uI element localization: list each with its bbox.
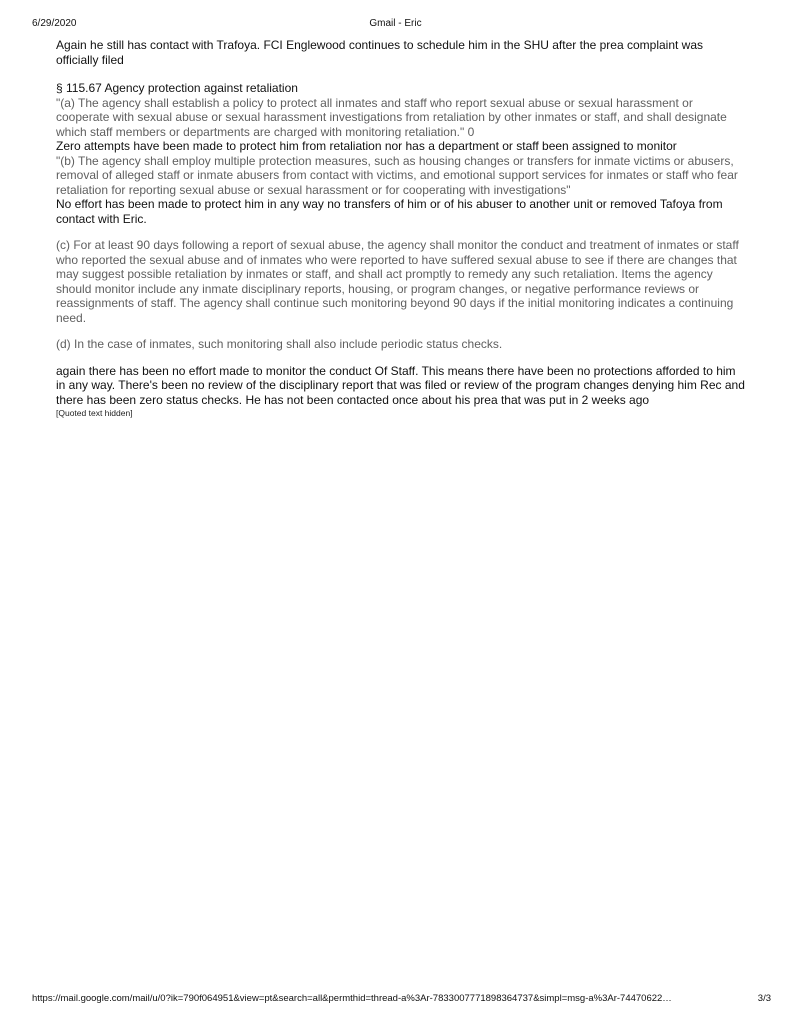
section-heading: § 115.67 Agency protection against retaliation — [56, 81, 298, 95]
quote-a: "(a) The agency shall establish a policy to protect all inmates and staff who report sexual abuse or sexual harassment or cooperate with sexual abuse or sexual harassment investigations from retaliation by other inmates or staff, and shall designate which staff members or departments are charged with monitoring retaliation." 0 — [56, 95, 727, 139]
print-header — [32, 18, 759, 30]
page-number: 3/3 — [757, 993, 771, 1004]
print-title: Gmail - Eric — [369, 18, 422, 29]
print-footer — [32, 993, 771, 1005]
response-a: Zero attempts have been made to protect him from retaliation nor has a department or staff been assigned to monitor — [56, 139, 677, 153]
intro-paragraph: Again he still has contact with Trafoya. FCI Englewood continues to schedule him in the SHU after the prea complaint was officially filed — [56, 38, 704, 67]
print-date: 6/29/2020 — [32, 18, 77, 29]
quote-c: (c) For at least 90 days following a report of sexual abuse, the agency shall monitor the conduct and treatment of inmates or staff who reported the sexual abuse and of inmates who were reported to have suffered sexual abuse to see if there are changes that may suggest possible retaliation by inmates or staff, and shall act promptly to remedy any such retaliation. Items the agency should monitor include any inmate disciplinary reports, housing, or program changes, or negative performance reviews or reassignments of staff. The agency shall continue such monitoring beyond 90 days if the initial monitoring indicates a continuing need. — [56, 238, 739, 325]
quote-b: "(b) The agency shall employ multiple protection measures, such as housing changes or transfers for inmate victims or abusers, removal of alleged staff or inmate abusers from contact with victims, and emotional support services for inmates or staff who fear retaliation for reporting sexual abuse or sexual harassment or for cooperating with investigations" — [56, 153, 738, 197]
response-d: again there has been no effort made to monitor the conduct Of Staff. This means there have been no protections afforded to him in any way. There's been no review of the disciplinary report that was filed or review of the program changes denying him Rec and there has been zero status checks. He has not been contacted once about his prea that was put in 2 weeks ago — [56, 363, 745, 407]
email-body — [56, 38, 746, 419]
quote-d: (d) In the case of inmates, such monitoring shall also include periodic status checks. — [56, 337, 503, 351]
response-b: No effort has been made to protect him in any way no transfers of him or of his abuser to another unit or removed Tafoya from contact with Eric. — [56, 197, 723, 226]
print-url: https://mail.google.com/mail/u/0?ik=790f064951&view=pt&search=all&permthid=thread-a%3Ar-7833007771898364737&simpl=msg-a%3Ar-74470622… — [32, 993, 672, 1004]
quoted-text-hidden-link[interactable]: [Quoted text hidden] — [56, 408, 133, 418]
